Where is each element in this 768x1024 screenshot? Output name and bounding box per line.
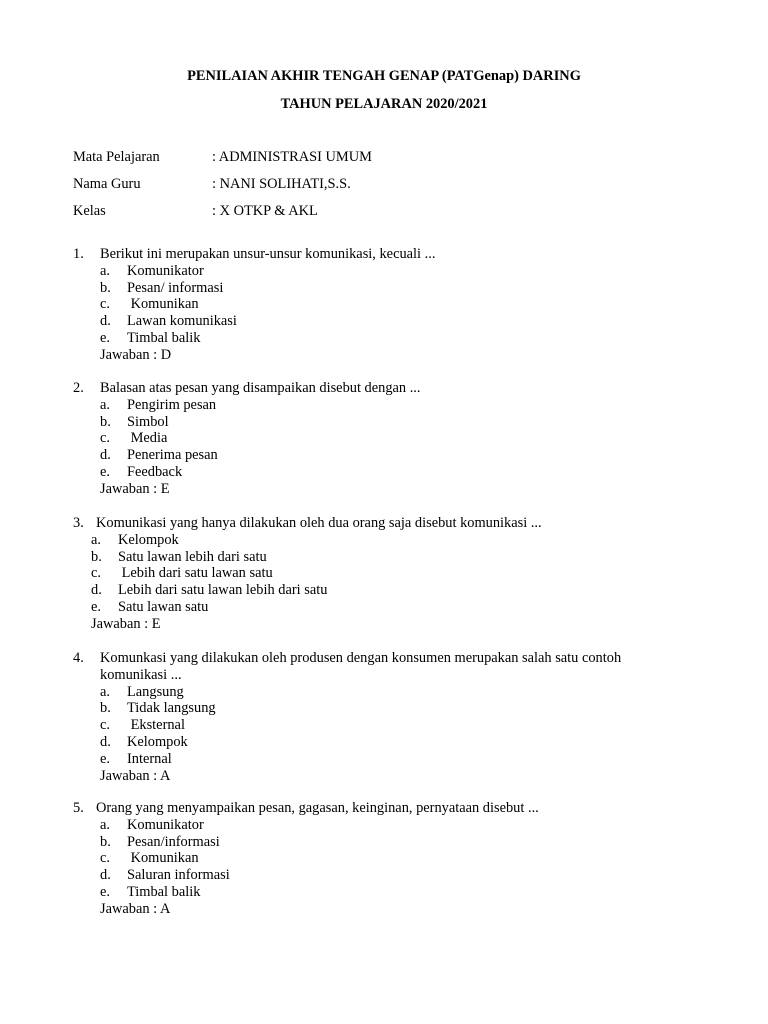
option-letter: b. xyxy=(100,700,111,717)
option-text: Internal xyxy=(127,750,172,767)
question-text: Komunikasi yang hanya dilakukan oleh dua orang saja disebut komunikasi ... xyxy=(96,515,542,531)
option-letter: d. xyxy=(100,447,111,464)
option-letter: c. xyxy=(100,296,110,313)
option-letter: a. xyxy=(100,816,110,833)
option-letter: b. xyxy=(100,833,111,850)
info-label: Kelas xyxy=(73,203,106,219)
question-text: Orang yang menyampaikan pesan, gagasan, keinginan, pernyataan disebut ... xyxy=(96,800,539,816)
option-text: Eksternal xyxy=(127,717,185,734)
option-letter: b. xyxy=(91,548,102,565)
option-text: Satu lawan lebih dari satu xyxy=(118,548,267,565)
option-text: Simbol xyxy=(127,413,169,430)
option-letter: e. xyxy=(91,599,101,615)
option-letter: d. xyxy=(91,582,102,599)
option-text: Pengirim pesan xyxy=(127,396,217,413)
answer-key: Jawaban : E xyxy=(91,615,161,632)
option-letter: c. xyxy=(100,430,110,447)
option-text: Komunikator xyxy=(127,262,204,279)
option-text: Lebih dari satu lawan satu xyxy=(118,565,273,582)
option-text: Timbal balik xyxy=(127,884,201,900)
option-text: Kelompok xyxy=(118,531,179,548)
option-letter: d. xyxy=(100,313,111,330)
option-text: Feedback xyxy=(127,464,183,480)
option-letter: a. xyxy=(100,262,110,279)
info-value: : X OTKP & AKL xyxy=(212,203,318,219)
option-letter: d. xyxy=(100,734,111,750)
option-text: Satu lawan satu xyxy=(118,599,209,615)
option-text: Lebih dari satu lawan lebih dari satu xyxy=(118,582,328,599)
option-letter: b. xyxy=(100,279,111,296)
document-title: PENILAIAN AKHIR TENGAH GENAP (PATGenap) DARING xyxy=(187,68,581,84)
option-text: Saluran informasi xyxy=(127,867,230,884)
option-text: Lawan komunikasi xyxy=(127,313,237,330)
option-text: Komunikan xyxy=(127,850,199,867)
option-letter: a. xyxy=(100,683,110,700)
option-text: Langsung xyxy=(127,683,184,700)
option-letter: e. xyxy=(100,750,110,767)
option-text: Tidak langsung xyxy=(127,700,216,717)
question-number: 3. xyxy=(73,515,84,531)
info-label: Nama Guru xyxy=(73,176,141,192)
answer-key: Jawaban : E xyxy=(100,480,170,497)
option-letter: b. xyxy=(100,413,111,430)
option-text: Timbal balik xyxy=(127,330,201,346)
option-letter: c. xyxy=(100,850,110,867)
answer-key: Jawaban : A xyxy=(100,767,171,784)
option-text: Media xyxy=(127,430,168,447)
document-subtitle: TAHUN PELAJARAN 2020/2021 xyxy=(280,96,488,112)
question-number: 5. xyxy=(73,800,84,816)
question-number: 1. xyxy=(73,246,84,262)
answer-key: Jawaban : D xyxy=(100,346,172,363)
option-letter: c. xyxy=(100,717,110,734)
option-letter: a. xyxy=(91,531,101,548)
info-label: Mata Pelajaran xyxy=(73,149,160,165)
option-letter: e. xyxy=(100,464,110,480)
option-text: Komunikator xyxy=(127,816,204,833)
option-letter: a. xyxy=(100,396,110,413)
info-value: : NANI SOLIHATI,S.S. xyxy=(212,176,351,192)
option-text: Kelompok xyxy=(127,734,188,750)
info-value: : ADMINISTRASI UMUM xyxy=(212,149,372,165)
question-text: Berikut ini merupakan unsur-unsur komunikasi, kecuali ... xyxy=(100,246,436,262)
question-text: Balasan atas pesan yang disampaikan disebut dengan ... xyxy=(100,380,421,396)
question-text: komunikasi ... xyxy=(100,666,182,683)
question-number: 2. xyxy=(73,380,84,396)
option-letter: c. xyxy=(91,565,101,582)
option-text: Penerima pesan xyxy=(127,447,218,464)
option-text: Pesan/informasi xyxy=(127,833,220,850)
option-text: Komunikan xyxy=(127,296,199,313)
option-letter: e. xyxy=(100,884,110,900)
option-text: Pesan/ informasi xyxy=(127,279,224,296)
option-letter: e. xyxy=(100,330,110,346)
answer-key: Jawaban : A xyxy=(100,900,171,917)
question-text: Komunkasi yang dilakukan oleh produsen dengan konsumen merupakan salah satu contoh xyxy=(100,650,622,666)
question-number: 4. xyxy=(73,650,84,666)
option-letter: d. xyxy=(100,867,111,884)
